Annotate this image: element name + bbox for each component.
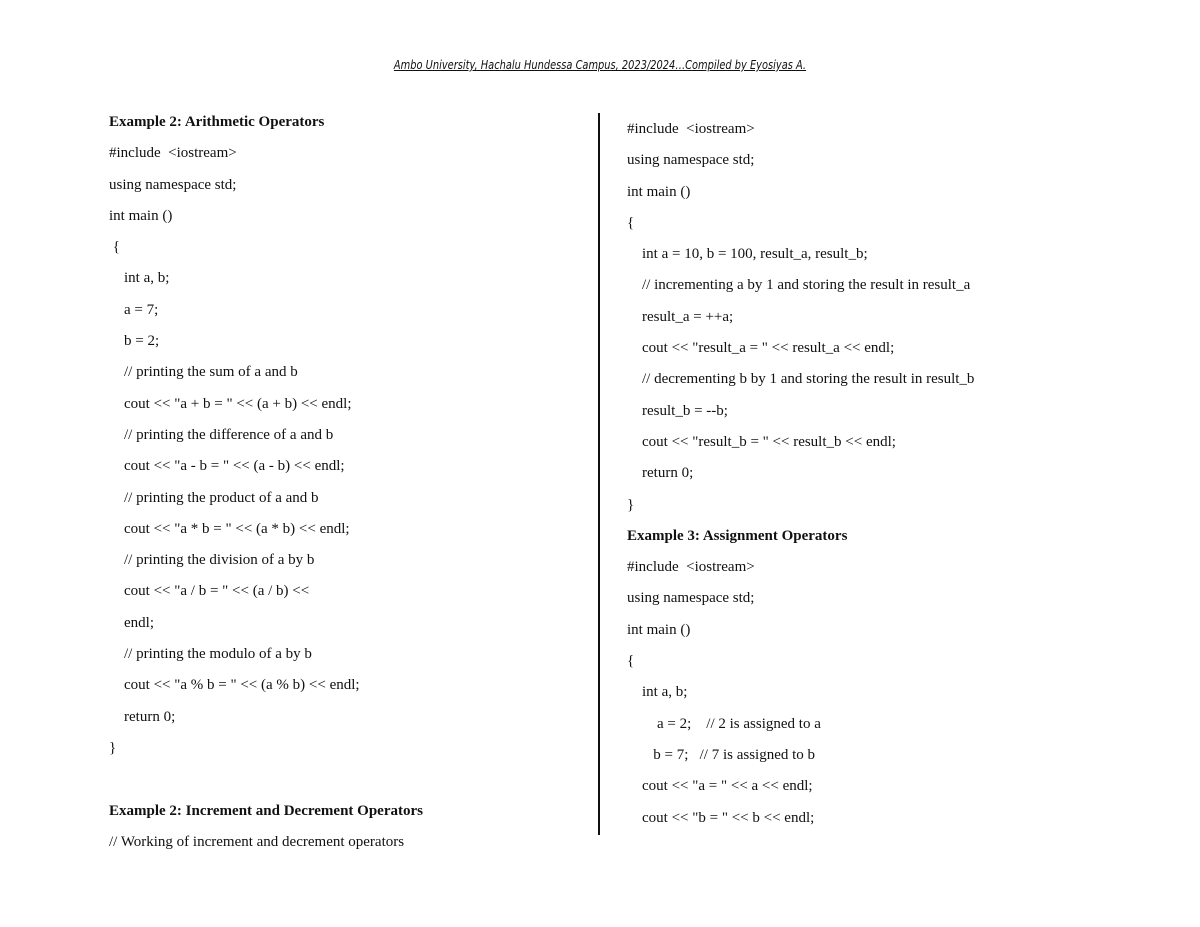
code-line: cout << "a % b = " << (a % b) << endl; <box>109 677 360 694</box>
code-line: result_a = ++a; <box>627 308 734 325</box>
code-line: cout << "result_b = " << result_b << endl; <box>627 433 896 450</box>
code-line: cout << "a * b = " << (a * b) << endl; <box>109 520 350 537</box>
code-line: cout << "a + b = " << (a + b) << endl; <box>109 395 352 412</box>
code-line: cout << "result_a = " << result_a << endl; <box>627 340 895 357</box>
code-line: // incrementing a by 1 and storing the result in result_a <box>627 277 971 294</box>
code-line: return 0; <box>109 708 176 725</box>
code-line: int a = 10, b = 100, result_a, result_b; <box>627 246 868 263</box>
code-line: { <box>109 239 120 256</box>
code-line: endl; <box>109 614 154 631</box>
code-line: using namespace std; <box>109 176 237 193</box>
code-line: cout << "a = " << a << endl; <box>627 778 813 795</box>
right-column <box>627 114 1127 834</box>
code-line: { <box>627 653 635 670</box>
section-heading: Example 2: Increment and Decrement Operators <box>109 802 423 819</box>
code-line: // Working of increment and decrement operators <box>109 833 405 850</box>
code-line: #include <iostream> <box>109 145 237 162</box>
code-line: int main () <box>627 183 691 200</box>
blank-line <box>109 764 579 795</box>
page-header: Ambo University, Hachalu Hundessa Campus, 2023/2024…Compiled by Eyosiyas A. <box>393 58 807 72</box>
code-line: #include <iostream> <box>627 559 755 576</box>
code-line: // printing the difference of a and b <box>109 426 334 443</box>
code-line: { <box>627 214 635 231</box>
code-line: // printing the modulo of a by b <box>109 646 312 663</box>
code-line: // printing the division of a by b <box>109 552 315 569</box>
left-column <box>109 107 579 858</box>
code-line: b = 7; // 7 is assigned to b <box>627 746 816 763</box>
code-line: cout << "a / b = " << (a / b) << <box>109 583 310 600</box>
column-divider <box>598 113 600 835</box>
code-line: } <box>627 496 635 513</box>
code-line: int a, b; <box>627 684 688 701</box>
code-line: // printing the product of a and b <box>109 489 319 506</box>
code-line: cout << "a - b = " << (a - b) << endl; <box>109 458 345 475</box>
code-line: return 0; <box>627 465 694 482</box>
code-line: // printing the sum of a and b <box>109 364 298 381</box>
code-line: } <box>109 739 117 756</box>
code-line: // decrementing b by 1 and storing the result in result_b <box>627 371 975 388</box>
code-line: b = 2; <box>109 333 160 350</box>
code-line: a = 7; <box>109 301 159 318</box>
code-line: using namespace std; <box>627 152 755 169</box>
code-line: a = 2; // 2 is assigned to a <box>627 715 821 732</box>
code-line: using namespace std; <box>627 590 755 607</box>
code-line: int main () <box>627 621 691 638</box>
code-line: cout << "b = " << b << endl; <box>627 809 815 826</box>
section-heading: Example 2: Arithmetic Operators <box>109 114 325 130</box>
code-line: #include <iostream> <box>627 121 755 137</box>
section-heading: Example 3: Assignment Operators <box>627 527 848 544</box>
code-line: int a, b; <box>109 270 170 287</box>
code-line: result_b = --b; <box>627 402 728 419</box>
code-line: int main () <box>109 207 173 224</box>
